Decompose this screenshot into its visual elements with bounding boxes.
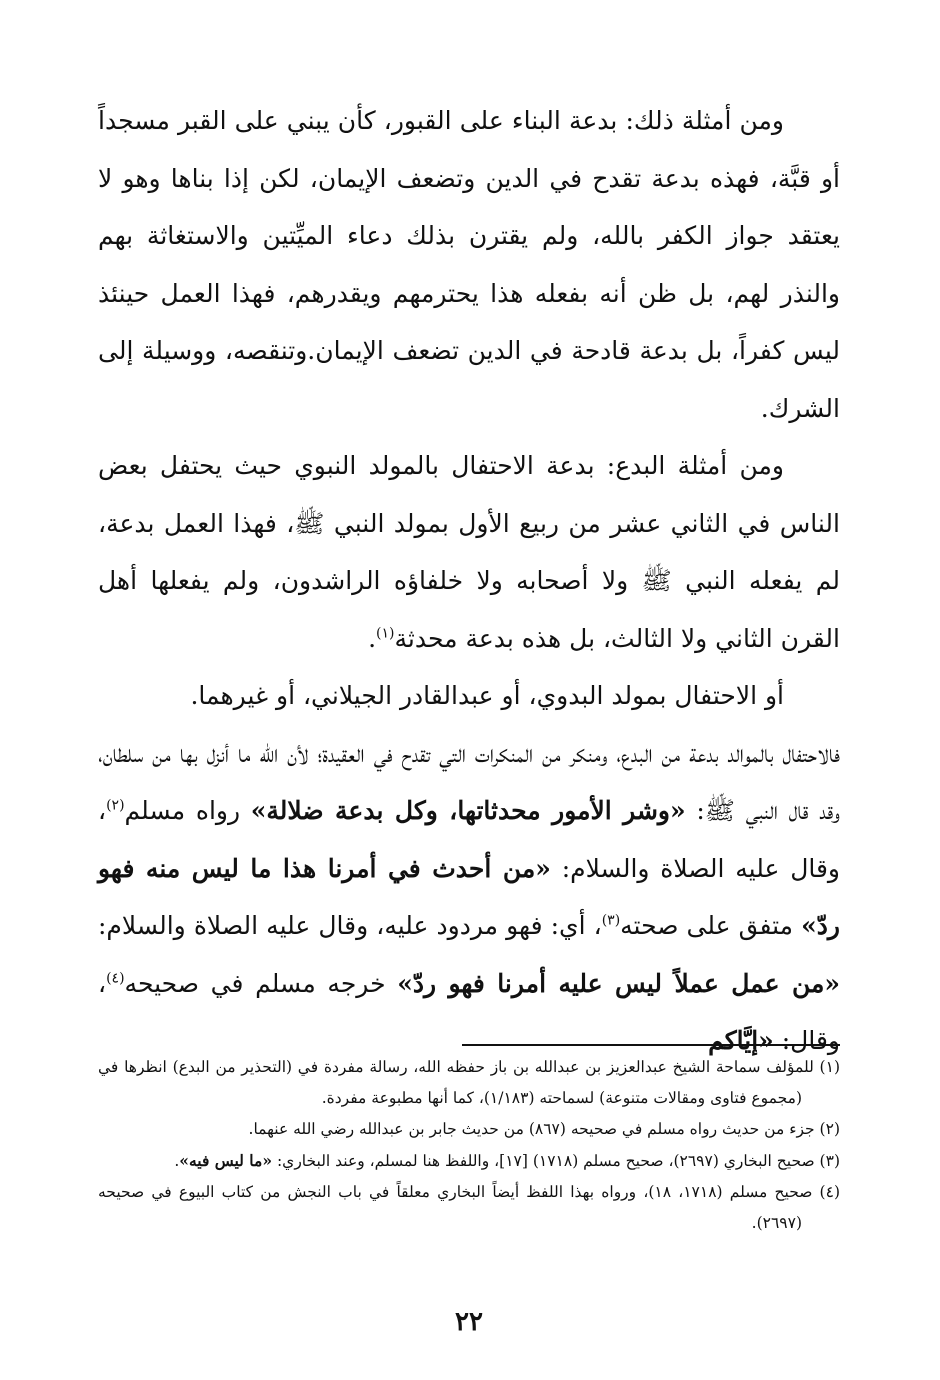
footnote-3-end: . <box>174 1152 180 1170</box>
footnote-divider <box>462 1044 840 1046</box>
footnote-3 <box>98 1145 840 1177</box>
evidence-text-6: خرجه مسلم في صحيحه <box>124 968 398 998</box>
footnote-4: (٤) صحيح مسلم (١٧١٨، ١٨)، ورواه بهذا اللفظ أيضاً البخاري معلقاً في باب النجش من كتاب البيوع في صحيحه (٢٦٩٧). <box>98 1183 840 1232</box>
paragraph-hadith-evidence <box>98 725 840 1070</box>
footnote-ref-4[interactable]: (٤) <box>106 970 125 987</box>
footnote-ref-2[interactable]: (٢) <box>106 797 125 814</box>
evidence-text-1: فالاحتفال بالموالد بدعة من البدع، ومنكر من المنكرات التي تقدح في العقيدة؛ لأن الله ما أنزل بها من سلطان، وقد قال النبي ﷺ: <box>98 738 840 825</box>
evidence-text-2: رواه مسلم <box>124 796 251 825</box>
evidence-text-3: ، وقال عليه الصلاة والسلام: <box>98 796 841 883</box>
footnote-ref-3[interactable]: (٣) <box>601 912 621 929</box>
hadith-quote-4: «إيَّاكم <box>708 1026 774 1055</box>
footnote-3-text: (٣) صحيح البخاري (٢٦٩٧)، صحيح مسلم (١٧١٨) [١٧]، واللفظ هنا لمسلم، وعند البخاري: <box>272 1152 840 1170</box>
footnote-ref-1[interactable]: (١) <box>376 625 395 642</box>
footnote-2: (٢) جزء من حديث رواه مسلم في صحيحه (٨٦٧) من حديث جابر بن عبدالله رضي الله عنهما. <box>248 1120 840 1138</box>
paragraph-burial-buildings: ومن أمثلة ذلك: بدعة البناء على القبور، كأن يبني على القبر مسجداً أو قبَّة، فهذه بدعة تقدح في الدين وتضعف الإيمان، لكن إذا بناها وهو لا يعتقد جواز الكفر بالله، ولم يقترن بذلك دعاء الميِّتين والاستغاثة بهم والنذر لهم، بل ظن أنه بفعله هذا يحترمهم ويقدرهم، فهذا العمل حينئذ ليس كفراً، بل بدعة قادحة في الدين تضعف الإيمان.وتنقصه، ووسيلة إلى الشرك. <box>98 106 840 423</box>
evidence-text-7: ، وقال: <box>98 968 840 1055</box>
page-number: ٢٢ <box>455 1307 483 1337</box>
main-text <box>98 92 840 1070</box>
book-page <box>98 92 840 1380</box>
evidence-text-4: متفق على صحته <box>620 911 802 940</box>
paragraph-mawlid <box>98 437 840 667</box>
hadith-quote-3: «من عمل عملاً ليس عليه أمرنا فهو ردّ» <box>397 968 840 998</box>
paragraph-other-mawlids: أو الاحتفال بمولد البدوي، أو عبدالقادر الجيلاني، أو غيرهما. <box>190 681 784 710</box>
paragraph-mawlid-text: ومن أمثلة البدع: بدعة الاحتفال بالمولد النبوي حيث يحتفل بعض الناس في الثاني عشر من ربيع الأول بمولد النبي ﷺ، فهذا العمل بدعة، لم يفعله النبي ﷺ ولا أصحابه ولا خلفاؤه الراشدون، ولم يفعلها أهل القرن الثاني ولا الثالث، بل هذه بدعة محدثة <box>98 451 840 653</box>
hadith-quote-2: «من أحدث في أمرنا هذا ما ليس منه فهو ردّ» <box>98 853 840 940</box>
footnotes <box>98 1052 840 1239</box>
footnote-1: (١) للمؤلف سماحة الشيخ عبدالعزيز بن عبدالله بن باز حفظه الله، رسالة مفردة في (التحذير من البدع) انظرها في (مجموع فتاوى ومقالات متنوعة) لسماحته (١/١٨٣)، كما أنها مطبوعة مفردة. <box>98 1058 841 1107</box>
footnote-3-quote: «ما ليس فيه» <box>179 1151 273 1170</box>
paragraph-mawlid-end: . <box>368 623 377 653</box>
hadith-quote-1: «وشر الأمور محدثاتها، وكل بدعة ضلالة» <box>250 796 686 825</box>
evidence-text-5: ، أي: فهو مردود عليه، وقال عليه الصلاة والسلام: <box>98 911 602 940</box>
